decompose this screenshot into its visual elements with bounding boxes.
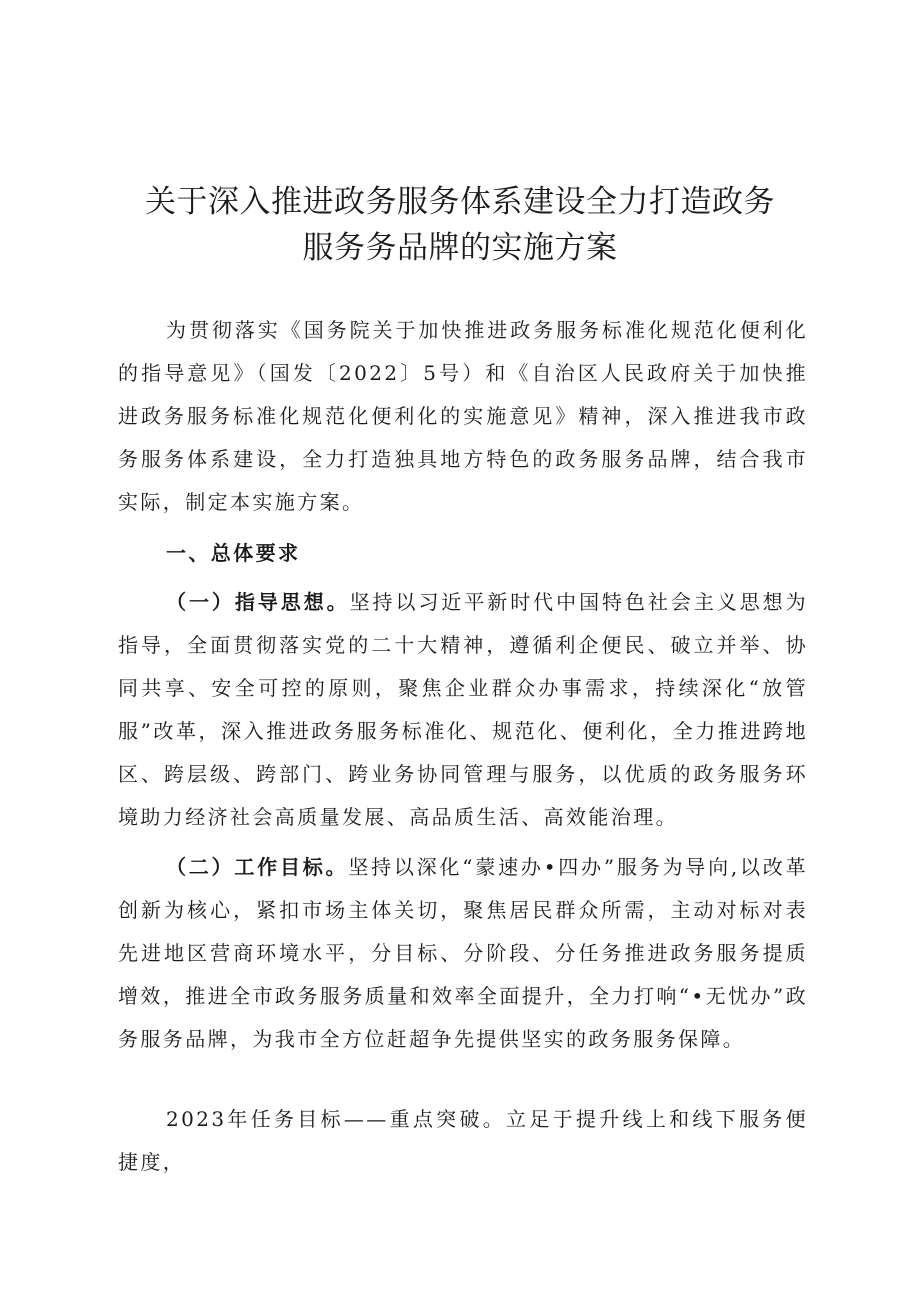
document-title-line-2: 服务务品牌的实施方案 [302,230,618,266]
intro-paragraph: 为贯彻落实《国务院关于加快推进政务服务标准化规范化便利化的指导意见》（国发〔2022〕5号）和《自治区人民政府关于加快推进政务服务标准化规范化便利化的实施意见》精神，深入推进我市政务服务体系建设，全力打造独具地方特色的政务服务品牌，结合我市实际，制定本实施方案。 [118,318,808,514]
goal-2023-paragraph: 2023年任务目标——重点突破。立足于提升线上和线下服务便捷度， [118,1107,808,1174]
work-goals-paragraph [118,846,808,1061]
section-heading-general-requirements: 一、总体要求 [166,541,301,565]
guiding-ideology-paragraph [118,581,808,839]
work-goals-lead: （二）工作目标。 [166,855,349,879]
work-goals-text: 坚持以深化“蒙速办•四办”服务为导向,以改革创新为核心，紧扣市场主体关切，聚焦居民群众所需，主动对标对表先进地区营商环境水平，分目标、分阶段、分任务推进政务服务提质增效，推进全市政务服务质量和效率全面提升，全力打响“•无忧办”政务服务品牌，为我市全方位赶超争先提供坚实的政务服务保障。 [118,855,808,1051]
guiding-ideology-lead: （一）指导思想。 [166,590,350,614]
guiding-ideology-text: 坚持以习近平新时代中国特色社会主义思想为指导，全面贯彻落实党的二十大精神，遵循利企便民、破立并举、协同共享、安全可控的原则，聚焦企业群众办事需求，持续深化“放管服”改革，深入推进政务服务标准化、规范化、便利化，全力推进跨地区、跨层级、跨部门、跨业务协同管理与服务，以优质的政务服务环境助力经济社会高质量发展、高品质生活、高效能治理。 [118,590,809,829]
document-title-line-1: 关于深入推进政务服务体系建设全力打造政务 [145,184,775,220]
